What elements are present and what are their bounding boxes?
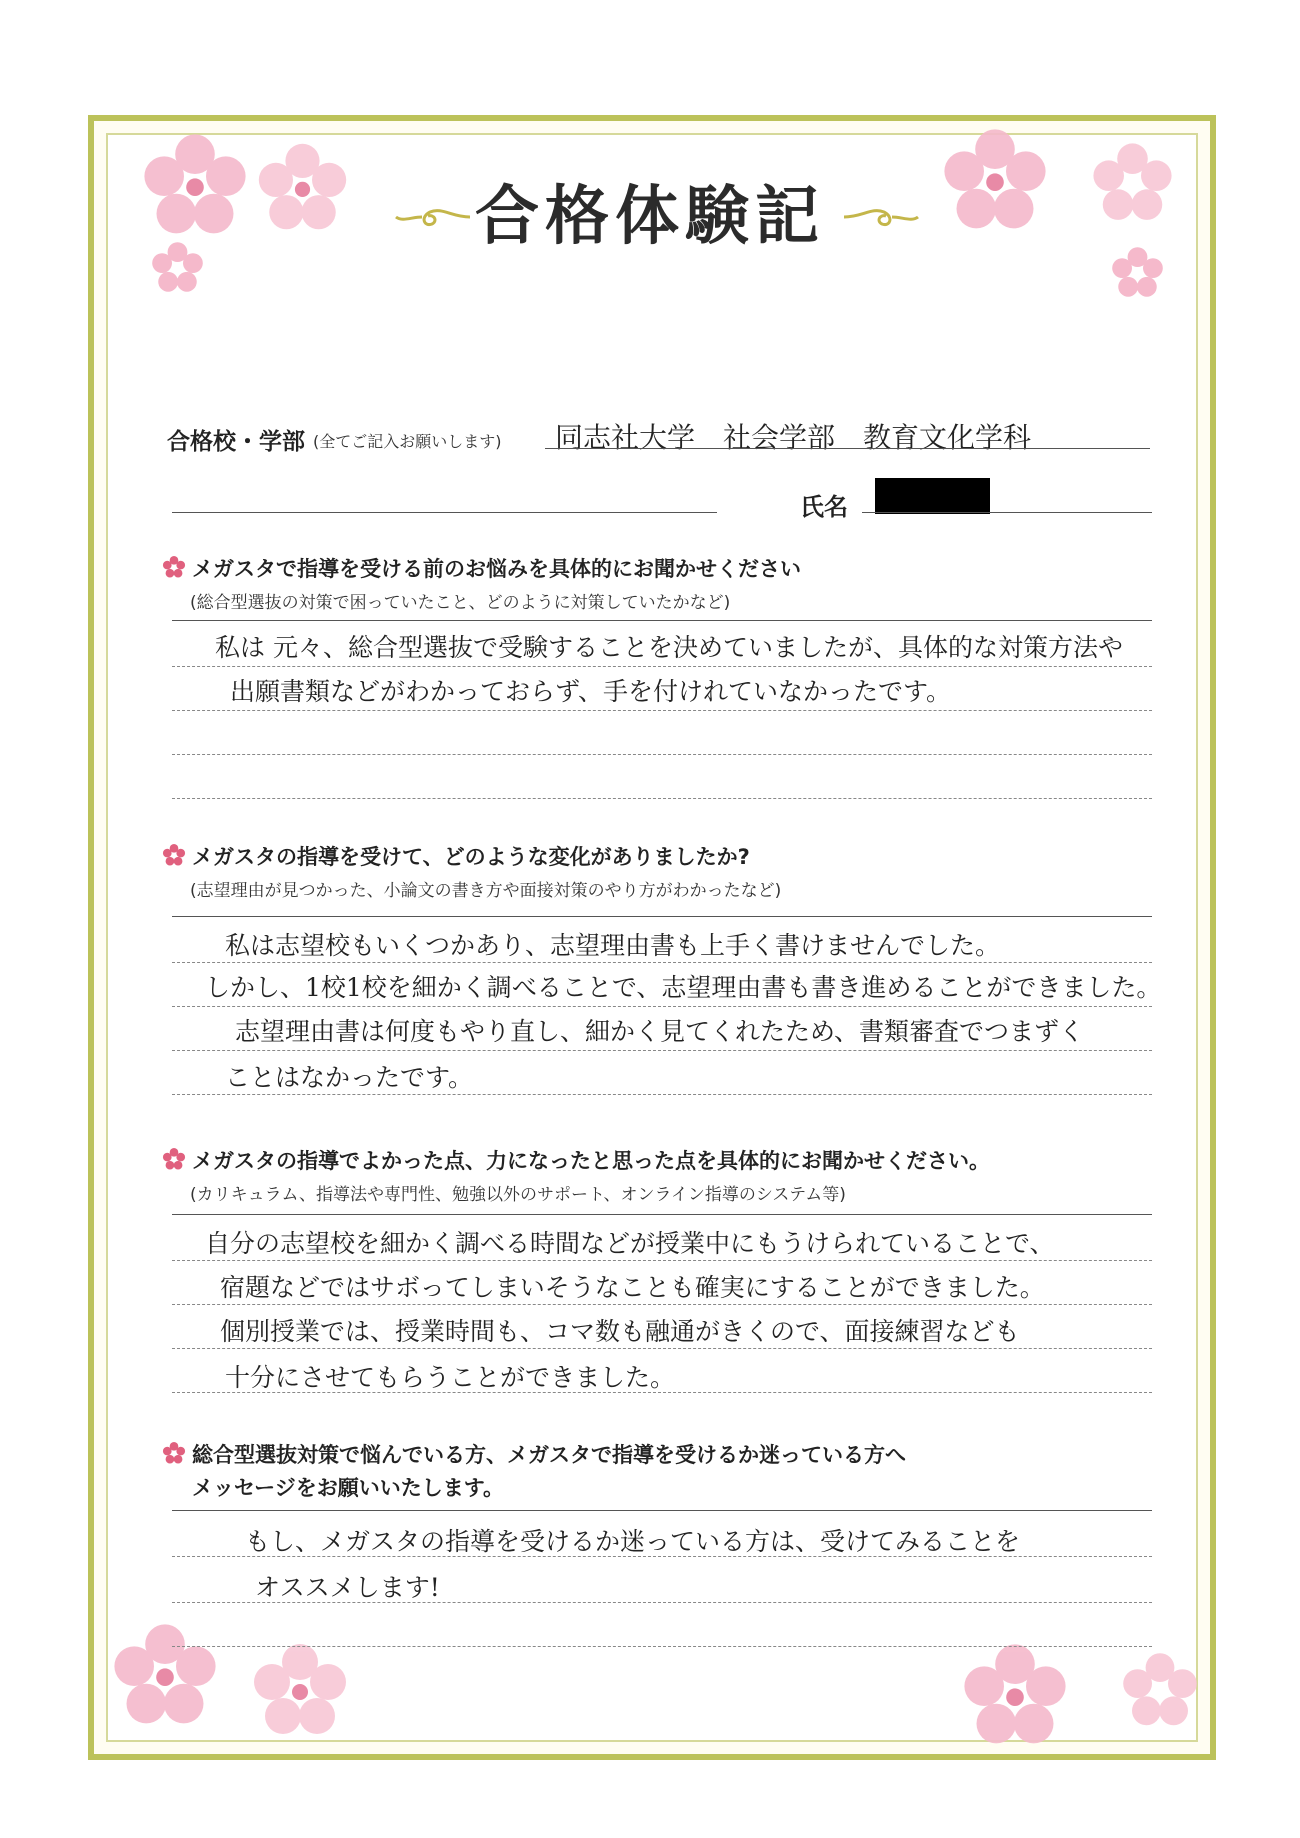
answer-2-line-3: 志望理由書は何度もやり直し、細かく見てくれたため、書類審査でつまずく [235,1017,1085,1046]
page-title: 合格体験記 [475,179,825,254]
school-value: 同志社大学 社会学部 教育文化学科 [555,421,1032,454]
rule-line [172,798,1152,799]
question-1: メガスタで指導を受ける前のお悩みを具体的にお聞かせください [192,557,801,581]
name-label: 氏名 [800,493,848,521]
rule-line [172,1094,1152,1095]
rule-line [172,1646,1152,1647]
sakura-icon [110,1620,220,1730]
rule-line [172,1602,1152,1603]
section-1-topline [172,620,1152,621]
question-3: メガスタの指導でよかった点、力になったと思った点を具体的にお聞かせください。 [192,1149,990,1173]
rule-line [172,754,1152,755]
answer-2-line-1: 私は志望校もいくつかあり、志望理由書も上手く書けませんでした。 [225,931,1001,960]
ornament-right-icon [842,202,922,232]
school-label: 合格校・学部 [167,429,305,455]
answer-4-line-1: もし、メガスタの指導を受けるか迷っている方は、受けてみることを [245,1527,1021,1556]
rule-line [172,1392,1152,1393]
rule-line [172,1260,1152,1261]
answer-3-line-4: 十分にさせてもらうことができました。 [225,1363,676,1392]
sakura-icon [250,1640,350,1740]
name-redaction [875,478,990,514]
answer-3-line-1: 自分の志望校を細かく調べる時間などが授業中にもうけられていることで、 [205,1229,1055,1258]
sakura-icon [960,1640,1070,1750]
sakura-bullet-icon [162,1147,186,1171]
extra-underline [172,512,717,513]
school-note: (全てご記入お願いします) [313,432,502,451]
answer-1-line-1: 私は 元々、総合型選抜で受験することを決めていましたが、具体的な対策方法や [215,633,1123,662]
name-underline [862,512,1152,513]
section-2-topline [172,916,1152,917]
section-4-topline [172,1510,1152,1511]
sakura-bullet-icon [162,1441,186,1465]
sakura-bullet-icon [162,555,186,579]
answer-4-line-2: オススメします! [255,1573,440,1602]
question-2: メガスタの指導を受けて、どのような変化がありましたか? [192,845,750,869]
answer-1-line-2: 出願書類などがわかっておらず、手を付けれていなかったです。 [230,677,952,706]
rule-line [172,962,1152,963]
question-3-note: (カリキュラム、指導法や専門性、勉強以外のサポート、オンライン指導のシステム等) [190,1185,846,1205]
section-3-topline [172,1214,1152,1215]
question-2-note: (志望理由が見つかった、小論文の書き方や面接対策のやり方がわかったなど) [190,881,782,901]
sakura-icon [1120,1650,1200,1730]
rule-line [172,1556,1152,1557]
question-1-note: (総合型選抜の対策で困っていたこと、どのように対策していたかなど) [190,593,731,613]
rule-line [172,1006,1152,1007]
answer-2-line-2: しかし、1校1校を細かく調べることで、志望理由書も書き進めることができました。 [205,973,1162,1002]
rule-line [172,710,1152,711]
school-underline [545,448,1150,449]
rule-line [172,1348,1152,1349]
rule-line [172,1050,1152,1051]
sakura-bullet-icon [162,843,186,867]
question-4: 総合型選抜対策で悩んでいる方、メガスタで指導を受けるか迷っている方へ [192,1443,906,1467]
rule-line [172,666,1152,667]
answer-2-line-4: ことはなかったです。 [225,1063,474,1092]
rule-line [172,1304,1152,1305]
question-4-line-2: メッセージをお願いいたします。 [192,1476,505,1500]
answer-3-line-2: 宿題などではサボってしまいそうなことも確実にすることができました。 [220,1273,1045,1302]
answer-3-line-3: 個別授業では、授業時間も、コマ数も融通がきくので、面接練習なども [220,1317,1020,1346]
title-container [0,165,1300,257]
